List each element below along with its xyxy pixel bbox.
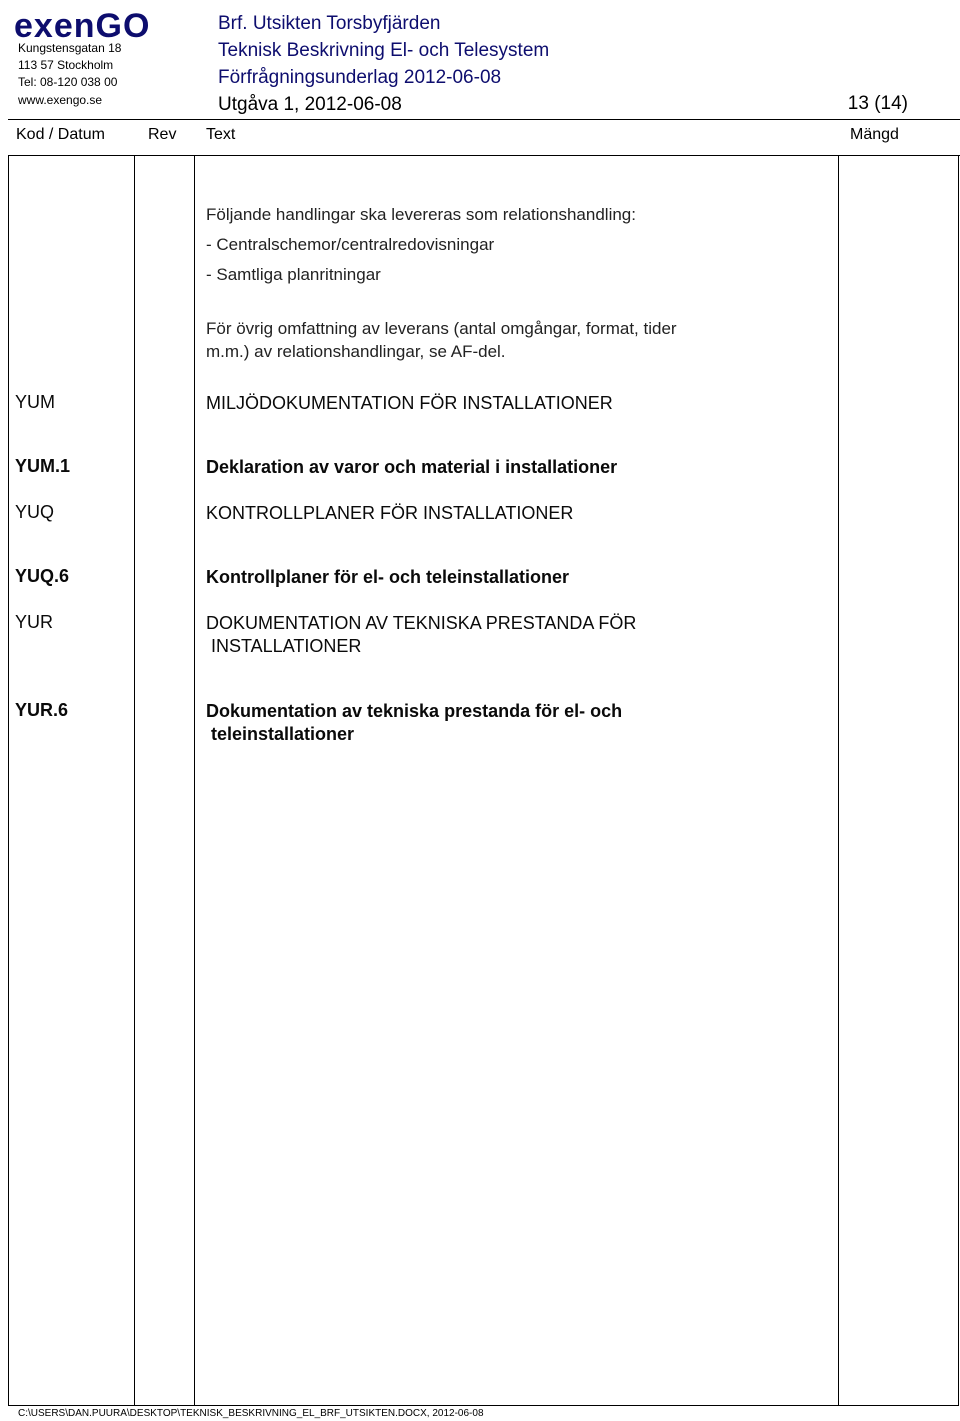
entry-text-yuq: KONTROLLPLANER FÖR INSTALLATIONER (206, 503, 574, 523)
address-phone: Tel: 08-120 038 00 (18, 75, 118, 89)
address-web[interactable]: www.exengo.se (18, 93, 103, 107)
intro-para-line-2: m.m.) av relationshandlingar, se AF-del. (206, 342, 506, 361)
header-doc-title: Teknisk Beskrivning El- och Telesystem (218, 40, 550, 61)
intro-line: Följande handlingar ska levereras som relationshandling: (206, 205, 636, 224)
header-project: Brf. Utsikten Torsbyfjärden (218, 13, 441, 34)
entry-text-yur6-line2: teleinstallationer (206, 724, 355, 744)
table-border-bottom (8, 1405, 959, 1406)
entry-code-yur: YUR (15, 612, 54, 632)
entry-code-yuq: YUQ (15, 502, 55, 522)
table-border-left (8, 155, 9, 1406)
entry-text-yuq6: Kontrollplaner för el- och teleinstallationer (206, 567, 570, 587)
entry-code-yum1: YUM.1 (15, 456, 71, 476)
intro-para-line-1: För övrig omfattning av leverans (antal omgångar, format, tider (206, 319, 677, 338)
entry-text-yur-line1: DOKUMENTATION AV TEKNISKA PRESTANDA FÖR (206, 613, 637, 633)
table-divider-rev (194, 155, 195, 1406)
intro-bullet-2: - Samtliga planritningar (206, 265, 381, 284)
logo-text: exenGO (14, 10, 151, 42)
footer-file-path: C:\USERS\DAN.PUURA\DESKTOP\TEKNISK_BESKRIVNING_EL_BRF_UTSIKTEN.DOCX, 2012-06-08 (18, 1408, 484, 1419)
table-border-right (958, 155, 959, 1406)
header-rule-bottom (8, 155, 960, 156)
header-tender: Förfrågningsunderlag 2012-06-08 (218, 67, 502, 88)
entry-code-yuq6: YUQ.6 (15, 566, 70, 586)
exengo-logo (14, 10, 194, 42)
page-number: 13 (14) (847, 93, 908, 114)
col-rev: Rev (148, 126, 177, 143)
intro-bullet-1: - Centralschemor/centralredovisningar (206, 235, 495, 254)
entry-code-yur6: YUR.6 (15, 700, 69, 720)
address-street: Kungstensgatan 18 (18, 41, 122, 55)
col-text: Text (206, 126, 236, 143)
entry-text-yur6-line1: Dokumentation av tekniska prestanda för el- och (206, 701, 623, 721)
col-qty: Mängd (850, 126, 899, 143)
address-city: 113 57 Stockholm (18, 58, 114, 72)
entry-text-yum: MILJÖDOKUMENTATION FÖR INSTALLATIONER (206, 393, 613, 413)
table-divider-text (838, 155, 839, 1406)
entry-text-yur-line2: INSTALLATIONER (206, 636, 362, 656)
entry-code-yum: YUM (15, 392, 55, 412)
header-edition: Utgåva 1, 2012-06-08 (218, 94, 402, 115)
header-rule-top (8, 119, 960, 120)
col-code-date: Kod / Datum (16, 126, 105, 143)
entry-text-yum1: Deklaration av varor och material i installationer (206, 457, 618, 477)
table-divider-code (134, 155, 135, 1406)
